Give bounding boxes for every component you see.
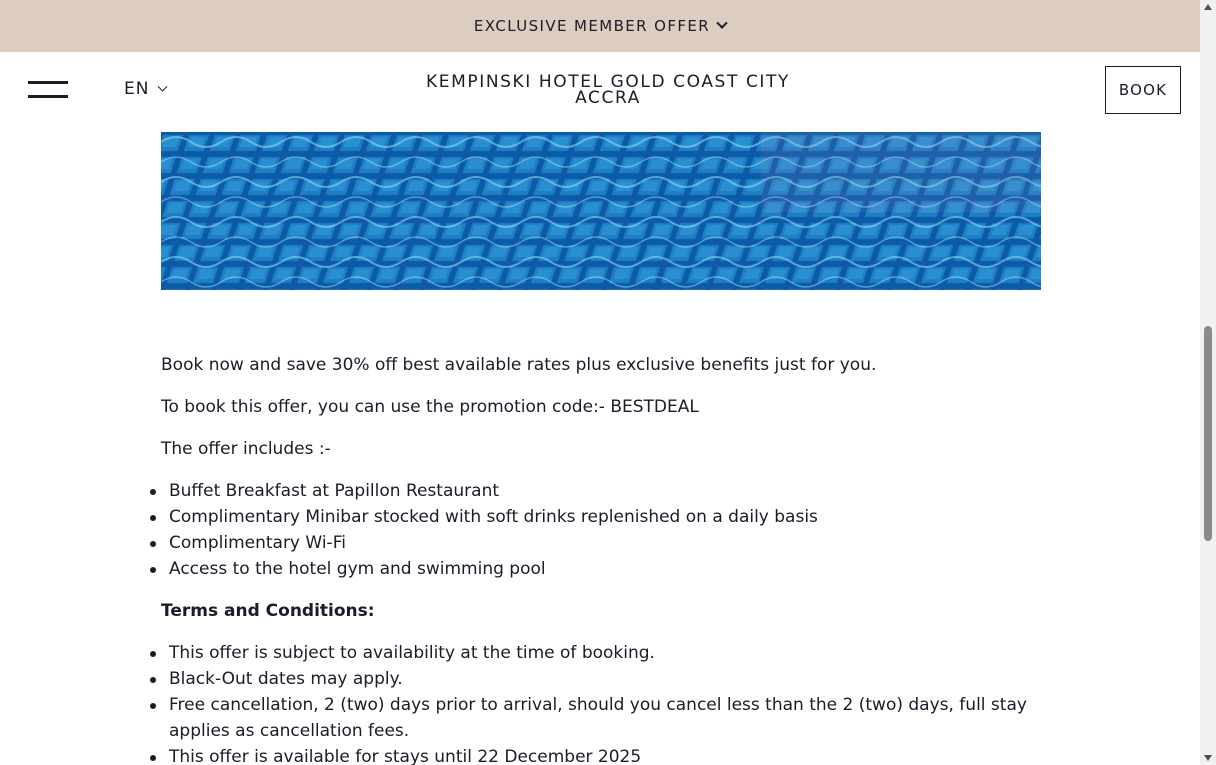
scroll-down-arrow-icon[interactable]: [1204, 755, 1212, 761]
chevron-down-icon: [158, 81, 168, 91]
chevron-down-icon[interactable]: [716, 18, 727, 29]
hamburger-menu-icon[interactable]: [28, 81, 68, 101]
language-selector[interactable]: [124, 79, 166, 99]
list-item: Buffet Breakfast at Papillon Restaurant: [161, 478, 1041, 504]
hotel-name-line1: KEMPINSKI HOTEL GOLD COAST CITY: [426, 72, 790, 92]
list-item: Free cancellation, 2 (two) days prior to arrival, should you cancel less than the 2 (two) days, full stay applies as cancellation fees.: [161, 692, 1041, 744]
scroll-up-arrow-icon[interactable]: [1204, 4, 1212, 10]
site-header: [0, 52, 1200, 132]
promo-banner[interactable]: [0, 0, 1200, 52]
terms-list: [161, 640, 1041, 765]
list-item: Complimentary Wi-Fi: [161, 530, 1041, 556]
hotel-name[interactable]: [400, 74, 816, 106]
hotel-name-line2: ACCRA: [575, 88, 641, 108]
list-item: Complimentary Minibar stocked with soft drinks replenished on a daily basis: [161, 504, 1041, 530]
language-label: EN: [124, 79, 150, 99]
promo-code-text: To book this offer, you can use the promotion code:- BESTDEAL: [161, 397, 699, 417]
includes-heading: The offer includes :-: [161, 439, 331, 459]
includes-list: [161, 478, 1041, 582]
vertical-scrollbar[interactable]: [1200, 0, 1216, 765]
terms-heading: Terms and Conditions:: [161, 601, 375, 621]
list-item: This offer is subject to availability at the time of booking.: [161, 640, 1041, 666]
pool-image: [161, 132, 1041, 290]
promo-label[interactable]: EXCLUSIVE MEMBER OFFER: [473, 17, 711, 35]
offer-content: [161, 352, 1041, 765]
list-item: Black-Out dates may apply.: [161, 666, 1041, 692]
scrollbar-thumb[interactable]: [1204, 326, 1212, 541]
list-item: This offer is available for stays until 22 December 2025: [161, 744, 1041, 765]
list-item: Access to the hotel gym and swimming pool: [161, 556, 1041, 582]
book-button[interactable]: BOOK: [1105, 66, 1181, 114]
offer-intro: Book now and save 30% off best available rates plus exclusive benefits just for you.: [161, 355, 877, 375]
